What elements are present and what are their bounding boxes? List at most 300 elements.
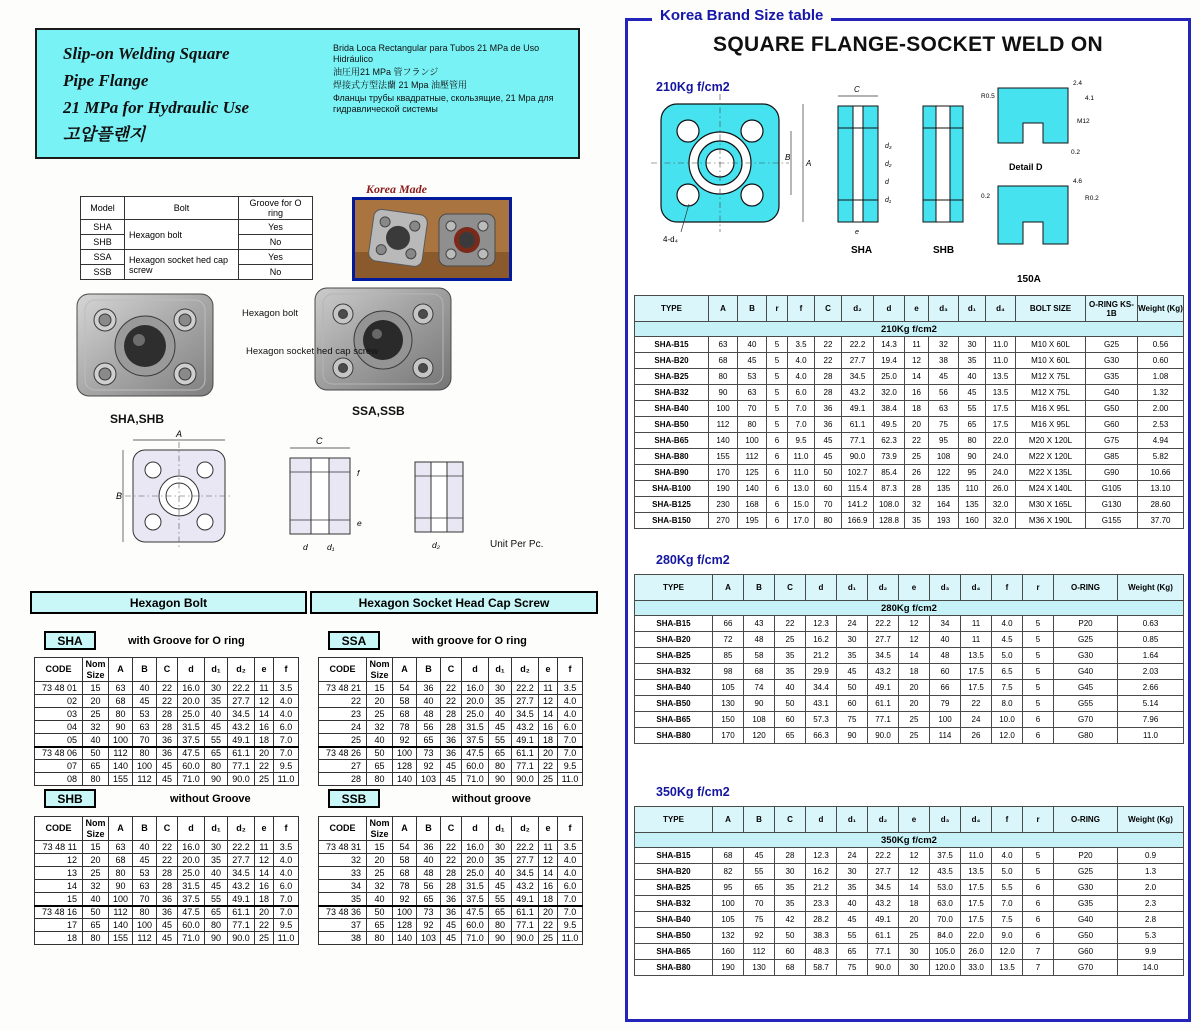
cell: 90	[744, 696, 775, 712]
cell: 5	[1023, 632, 1054, 648]
cell: 16.0	[462, 682, 489, 695]
dim-c-label: C	[854, 85, 860, 94]
table-row	[35, 773, 299, 786]
cell: 14	[899, 880, 930, 896]
cell: 63	[709, 337, 738, 353]
cell: 20.0	[462, 854, 489, 867]
cell: 36	[157, 734, 178, 747]
cell: 17.5	[961, 896, 992, 912]
cell: 5	[767, 337, 788, 353]
cell: 28	[319, 773, 367, 786]
cell: 33	[319, 867, 367, 880]
cell: 25.0	[874, 369, 905, 385]
column-header: r	[767, 296, 788, 322]
cell: 160	[713, 944, 744, 960]
cell: M22 X 120L	[1016, 449, 1086, 465]
cell: 120.0	[930, 960, 961, 976]
cell: 38.3	[806, 928, 837, 944]
cell: 40	[489, 708, 512, 721]
cell: G55	[1054, 696, 1118, 712]
cell: 65	[83, 760, 109, 773]
cell: 105.0	[930, 944, 961, 960]
table-row	[319, 734, 583, 747]
cell: 11.0	[986, 353, 1016, 369]
column-header: d	[178, 817, 205, 841]
table-row	[319, 708, 583, 721]
table-row	[635, 481, 1184, 497]
cell: 27.7	[868, 864, 899, 880]
pressure-band-row	[635, 833, 1184, 848]
pressure-band-row	[635, 601, 1184, 616]
cell: SHA-B32	[635, 385, 709, 401]
cell: 11	[905, 337, 929, 353]
column-header: d₂	[228, 817, 255, 841]
cell: 18	[255, 893, 274, 906]
cell: 32	[367, 880, 393, 893]
cell: 14	[539, 867, 558, 880]
cell: SHA-B80	[635, 449, 709, 465]
cell: 5.82	[1138, 449, 1184, 465]
unit-per-pc-label: Unit Per Pc.	[490, 539, 544, 550]
cell: 17.5	[961, 680, 992, 696]
cell: 77.1	[868, 712, 899, 728]
cell: 50	[83, 906, 109, 919]
cell: 11.0	[1118, 728, 1184, 744]
cell: 80	[83, 932, 109, 945]
cell: 14.0	[1118, 960, 1184, 976]
cell: SHA-B20	[635, 864, 713, 880]
cell: SHA-B100	[635, 481, 709, 497]
cell: SHA-B50	[635, 928, 713, 944]
cell: 11.0	[274, 932, 299, 945]
column-header: f	[558, 658, 583, 682]
cell: G40	[1054, 912, 1118, 928]
column-header: d₂	[842, 296, 874, 322]
cell: 27.7	[512, 695, 539, 708]
cell: 35	[319, 893, 367, 906]
cell: 45	[441, 760, 462, 773]
cell: 90	[709, 385, 738, 401]
cell: 26	[905, 465, 929, 481]
cell: 3.5	[788, 337, 815, 353]
cell: 6	[1023, 912, 1054, 928]
cell: 4.0	[558, 708, 583, 721]
cell: 68	[393, 867, 417, 880]
cell: 15	[35, 893, 83, 906]
table-row	[35, 682, 299, 695]
cell: 45	[157, 919, 178, 932]
cell: 73.9	[874, 449, 905, 465]
cell: 140	[109, 919, 133, 932]
cell: 90	[205, 773, 228, 786]
cell: M16 X 95L	[1016, 401, 1086, 417]
column-header: d₄	[986, 296, 1016, 322]
table-row	[319, 880, 583, 893]
cell: 14	[539, 708, 558, 721]
cell: 48	[417, 867, 441, 880]
cell: 56	[417, 880, 441, 893]
cell: M16 X 95L	[1016, 417, 1086, 433]
cell: 19.4	[874, 353, 905, 369]
cell: 11.0	[986, 337, 1016, 353]
table-row	[319, 747, 583, 760]
cell: 20	[255, 906, 274, 919]
table-row	[35, 906, 299, 919]
cell: 22	[441, 695, 462, 708]
table-row	[635, 864, 1184, 880]
cell: 28.2	[806, 912, 837, 928]
cell: 28.60	[1138, 497, 1184, 513]
product-title	[63, 40, 249, 148]
cell: 0.60	[1138, 353, 1184, 369]
cell: 1.3	[1118, 864, 1184, 880]
cell: 43.2	[868, 896, 899, 912]
cell: M12 X 75L	[1016, 369, 1086, 385]
cell: 27.7	[868, 632, 899, 648]
cell: 16.2	[806, 632, 837, 648]
cell: 155	[109, 773, 133, 786]
cell: 25	[255, 773, 274, 786]
cell: 25	[367, 708, 393, 721]
cell: 60	[837, 696, 868, 712]
band-cell: 350Kg f/cm2	[635, 833, 1184, 848]
table-row	[635, 401, 1184, 417]
cell: M30 X 165L	[1016, 497, 1086, 513]
cell: 6	[767, 449, 788, 465]
cell: 7.0	[274, 893, 299, 906]
korea-made-photo	[352, 197, 512, 281]
cell: 45	[929, 369, 959, 385]
cell: No	[239, 265, 313, 280]
column-header: Weight (Kg)	[1118, 575, 1184, 601]
column-header: A	[709, 296, 738, 322]
cell: 40	[133, 682, 157, 695]
cell: 32	[367, 721, 393, 734]
cell: 74	[744, 680, 775, 696]
cell: 100	[109, 734, 133, 747]
cell: 45	[133, 695, 157, 708]
cell: 5.14	[1118, 696, 1184, 712]
table-row	[635, 664, 1184, 680]
cell: 108	[744, 712, 775, 728]
cell: 72	[713, 632, 744, 648]
cell: 190	[709, 481, 738, 497]
band-cell: 280Kg f/cm2	[635, 601, 1184, 616]
column-header: Nom Size	[367, 658, 393, 682]
cell: 45	[441, 919, 462, 932]
cell: 102.7	[842, 465, 874, 481]
cell: 14	[255, 867, 274, 880]
cell: 270	[709, 513, 738, 529]
column-header: d₄	[961, 807, 992, 833]
cell: 71.0	[462, 932, 489, 945]
cell: 105	[713, 912, 744, 928]
cell: 20	[905, 417, 929, 433]
cell: 65	[205, 747, 228, 760]
column-header: d₃	[929, 296, 959, 322]
column-header: C	[441, 817, 462, 841]
cell: M10 X 60L	[1016, 353, 1086, 369]
cell: 22	[157, 841, 178, 854]
product-title-box	[35, 28, 580, 159]
sha-badge: SHA	[44, 631, 96, 650]
cell: 92	[417, 760, 441, 773]
cell: 40	[417, 695, 441, 708]
dim-f-label: f	[357, 468, 360, 478]
cell: 22	[157, 695, 178, 708]
cell: SHA-B80	[635, 728, 713, 744]
column-header: d₃	[930, 575, 961, 601]
table-row	[635, 928, 1184, 944]
table-350kg	[634, 806, 1184, 976]
cell: 95	[959, 465, 986, 481]
column-header: Weight (Kg)	[1138, 296, 1184, 322]
cell: 80	[489, 760, 512, 773]
cell: 63.0	[930, 896, 961, 912]
cell: 66	[930, 680, 961, 696]
cell: G35	[1054, 896, 1118, 912]
cell: 11	[539, 841, 558, 854]
text-line: Slip-on Welding Square	[63, 44, 230, 63]
cell: 22.2	[842, 337, 874, 353]
cell: 43.2	[228, 721, 255, 734]
cell: SHA-B125	[635, 497, 709, 513]
cell: 22	[157, 682, 178, 695]
cell: 16	[255, 880, 274, 893]
cell: 65	[205, 906, 228, 919]
cell: G25	[1054, 632, 1118, 648]
cell: 03	[35, 708, 83, 721]
cell: 1.08	[1138, 369, 1184, 385]
cell: 24.0	[986, 465, 1016, 481]
cell: 38	[319, 932, 367, 945]
column-header: A	[109, 817, 133, 841]
ssb-dimension-table	[318, 816, 583, 945]
column-header: f	[788, 296, 815, 322]
table-row	[635, 337, 1184, 353]
cell: 5.0	[992, 864, 1023, 880]
cell: 35	[837, 648, 868, 664]
cell: 40	[367, 893, 393, 906]
cell: 90	[109, 721, 133, 734]
table-row	[635, 497, 1184, 513]
cell: 63	[133, 721, 157, 734]
cell: 30	[837, 864, 868, 880]
table-row	[635, 353, 1184, 369]
cell: 22	[441, 682, 462, 695]
cell: 70	[133, 893, 157, 906]
column-header: A	[393, 817, 417, 841]
cell: 49.1	[228, 893, 255, 906]
cell: 25	[899, 712, 930, 728]
column-header: f	[992, 575, 1023, 601]
table-row	[35, 841, 299, 854]
cell: 37.5	[178, 734, 205, 747]
shb-caption: SHB	[933, 245, 955, 256]
column-header: B	[744, 575, 775, 601]
cell: P20	[1054, 616, 1118, 632]
text-line: Фланцы трубы квадратные, скользящие, 21 Мра для гидравлической системы	[333, 93, 554, 114]
ssa-dimension-table	[318, 657, 583, 786]
cell: 108	[929, 449, 959, 465]
table-row	[635, 417, 1184, 433]
column-header: d₃	[930, 807, 961, 833]
cell: 32	[83, 721, 109, 734]
cell: 9.5	[788, 433, 815, 449]
cell: 90	[959, 449, 986, 465]
bolt-holes-note: 4-d₄	[663, 235, 678, 244]
cell: 4.0	[788, 369, 815, 385]
dim-d-label: d	[303, 542, 308, 552]
cell: 30	[837, 632, 868, 648]
cell: G30	[1054, 648, 1118, 664]
table-row	[635, 449, 1184, 465]
cell: 11.0	[274, 773, 299, 786]
column-header: d	[806, 575, 837, 601]
table-row	[319, 682, 583, 695]
cell: 6	[767, 481, 788, 497]
cell: 60	[775, 712, 806, 728]
column-header: Groove for O ring	[239, 197, 313, 220]
cell: 25	[905, 449, 929, 465]
cell: 140	[709, 433, 738, 449]
table-row	[81, 220, 313, 235]
ann-02: 0.2	[1071, 149, 1081, 156]
cell: 27.7	[228, 854, 255, 867]
cell: 105	[713, 680, 744, 696]
cell: 190	[713, 960, 744, 976]
cell: 47.5	[462, 747, 489, 760]
cell: 32.0	[874, 385, 905, 401]
cell: 112	[738, 449, 767, 465]
cell: Yes	[239, 250, 313, 265]
table-row	[35, 854, 299, 867]
cell: 45	[959, 385, 986, 401]
cell: 22	[319, 695, 367, 708]
cell: 75	[744, 912, 775, 928]
cell: 90.0	[512, 932, 539, 945]
cell: 68	[713, 848, 744, 864]
cell: 3.5	[558, 841, 583, 854]
text-line: 油圧用21 MPa 管フランジ	[333, 67, 439, 77]
dim-e-label: e	[855, 229, 859, 236]
cell: 73 48 21	[319, 682, 367, 695]
cell: 53	[133, 867, 157, 880]
cell: 35	[775, 880, 806, 896]
cell: 130	[744, 960, 775, 976]
cell: 28	[815, 385, 842, 401]
cell: 60	[815, 481, 842, 497]
caption-sha-shb: SHA,SHB	[110, 412, 165, 426]
cell: 48.3	[806, 944, 837, 960]
cell: 11.0	[788, 465, 815, 481]
socket-screw-annotation: Hexagon socket hed cap screw	[246, 346, 379, 357]
korea-made-label: Korea Made	[366, 182, 427, 196]
cell: P20	[1054, 848, 1118, 864]
model-bolt-table	[80, 196, 313, 280]
cell: 25.0	[462, 708, 489, 721]
cell: 80	[367, 773, 393, 786]
cell: 4.0	[558, 867, 583, 880]
cell: 22.2	[868, 848, 899, 864]
cell: 73 48 31	[319, 841, 367, 854]
cell: 65	[417, 734, 441, 747]
cell: 12	[899, 632, 930, 648]
detail-view-top	[998, 88, 1068, 143]
cell: 12	[539, 695, 558, 708]
table-row	[319, 695, 583, 708]
column-header: f	[558, 817, 583, 841]
cell: 40	[205, 867, 228, 880]
cell: G25	[1086, 337, 1138, 353]
cell: 73	[417, 747, 441, 760]
cell: 61.1	[512, 906, 539, 919]
cell: 65	[959, 417, 986, 433]
dim-d2-label: d₂	[432, 540, 440, 550]
cell: 04	[35, 721, 83, 734]
cell: 7.0	[274, 747, 299, 760]
cell: 25.0	[178, 708, 205, 721]
ssa-badge: SSA	[328, 631, 380, 650]
cell: 90	[109, 880, 133, 893]
cell: 49.1	[512, 734, 539, 747]
cell: 140	[109, 760, 133, 773]
column-header: d₂	[868, 807, 899, 833]
cell: 63	[929, 401, 959, 417]
cell: 6.0	[558, 880, 583, 893]
cell: 11	[255, 841, 274, 854]
column-header: C	[815, 296, 842, 322]
cell: G155	[1086, 513, 1138, 529]
cell: 122	[929, 465, 959, 481]
pressure-280-label: 280Kg f/cm2	[656, 553, 730, 567]
korea-made-photo-image	[355, 200, 509, 278]
cell: 20.0	[178, 695, 205, 708]
column-header: Weight (Kg)	[1118, 807, 1184, 833]
cell: 195	[738, 513, 767, 529]
cell: G40	[1086, 385, 1138, 401]
cell: 35	[205, 854, 228, 867]
cell: 35	[775, 664, 806, 680]
cell: 05	[35, 734, 83, 747]
cell: 22.2	[512, 841, 539, 854]
cell: 100	[393, 906, 417, 919]
cell: M10 X 60L	[1016, 337, 1086, 353]
table-280kg	[634, 574, 1184, 744]
cell: 70	[738, 401, 767, 417]
cell: G70	[1054, 960, 1118, 976]
table-row	[35, 734, 299, 747]
column-header: O-RING	[1054, 575, 1118, 601]
hexagon-bolt-panel-title: Hexagon Bolt	[30, 591, 307, 614]
cell: M22 X 135L	[1016, 465, 1086, 481]
pressure-band-row	[635, 322, 1184, 337]
cell: 08	[35, 773, 83, 786]
cell: 5.3	[1118, 928, 1184, 944]
cell: 100	[713, 896, 744, 912]
column-header: d₁	[837, 575, 868, 601]
column-header: B	[417, 817, 441, 841]
cell: 73 48 11	[35, 841, 83, 854]
cell: 15.0	[788, 497, 815, 513]
column-header: Nom Size	[83, 658, 109, 682]
cell: 2.0	[1118, 880, 1184, 896]
cell: 60.0	[462, 760, 489, 773]
cell: 1.64	[1118, 648, 1184, 664]
cell: 25	[539, 932, 558, 945]
column-header: Bolt	[125, 197, 239, 220]
cell: 0.56	[1138, 337, 1184, 353]
